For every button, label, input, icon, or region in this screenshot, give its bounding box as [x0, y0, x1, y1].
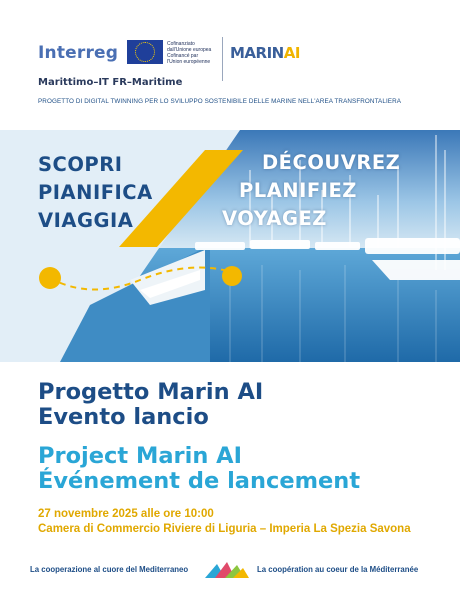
title-line: Evento lancio [38, 404, 209, 430]
title-line: Progetto Marin AI [38, 379, 264, 405]
slogan-french: La coopération au coeur de la Méditerranée [257, 565, 419, 574]
banner-word-it: VIAGGIA [38, 209, 134, 232]
mediterranean-waves-icon [205, 560, 249, 578]
event-title-italian [38, 380, 263, 430]
header-divider [222, 37, 223, 81]
banner-word-it: SCOPRI [38, 153, 123, 176]
banner-italian-words [38, 151, 153, 235]
eu-text-line: l'Union européenne [167, 59, 211, 65]
banner-word-fr: PLANIFIEZ [239, 179, 357, 202]
program-name: Marittimo–IT FR–Maritime [38, 77, 183, 88]
event-venue: Camera di Commercio Riviere di Liguria – Imperia La Spezia Savona [38, 523, 411, 535]
marinai-logo-accent: AI [283, 44, 300, 62]
eu-flag-icon [127, 40, 163, 64]
hero-banner [0, 130, 460, 362]
eu-cofunding-text [167, 41, 227, 65]
event-date: 27 novembre 2025 alle ore 10:00 [38, 508, 214, 520]
project-description: PROGETTO DI DIGITAL TWINNING PER LO SVILUPPO SOSTENIBILE DELLE MARINE NELL'AREA TRANSFRONTALIERA [38, 98, 402, 105]
title-line: Événement de lancement [38, 468, 361, 494]
banner-word-fr: VOYAGEZ [222, 207, 327, 230]
event-title-french [38, 444, 360, 494]
slogan-italian: La cooperazione al cuore del Mediterraneo [30, 565, 189, 574]
banner-word-fr: DÉCOUVREZ [262, 151, 401, 174]
interreg-logo: Interreg [38, 43, 119, 63]
marinai-logo [230, 44, 300, 62]
eu-text-line: dall'Unione europea [167, 47, 212, 53]
eu-text-line: Cofinancé par [167, 53, 199, 59]
marinai-logo-text: MARIN [230, 44, 284, 62]
banner-word-it: PIANIFICA [38, 181, 153, 204]
eu-text-line: Cofinanziato [167, 41, 195, 47]
title-line: Project Marin AI [38, 443, 242, 469]
